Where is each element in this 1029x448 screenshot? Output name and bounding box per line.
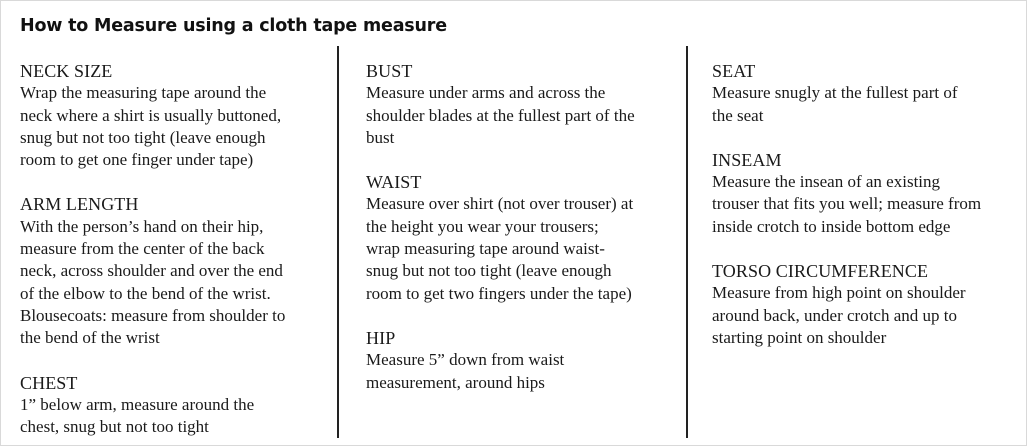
body-line: the seat: [712, 105, 764, 125]
section-hip: [366, 327, 676, 394]
body-line: Blousecoats: measure from shoulder to: [20, 305, 286, 325]
body-line: neck, across shoulder and over the end: [20, 261, 283, 281]
body-line: 1” below arm, measure around the: [20, 394, 255, 414]
body-line: Measure 5” down from waist: [366, 350, 565, 370]
section-torso-circumference: [712, 260, 1012, 349]
body-line: of the elbow to the bend of the wrist.: [20, 283, 271, 303]
section-heading: SEAT: [712, 61, 756, 81]
body-line: measurement, around hips: [366, 372, 545, 392]
section-body: [20, 394, 330, 439]
section-body: [366, 82, 676, 149]
section-heading: NECK SIZE: [20, 61, 113, 81]
body-line: wrap measuring tape around waist-: [366, 239, 605, 259]
section-inseam: [712, 149, 1012, 238]
section-body: [712, 171, 1012, 238]
section-heading: HIP: [366, 327, 396, 348]
section-body: [20, 82, 330, 171]
column-divider: [337, 46, 339, 438]
section-heading: ARM LENGTH: [20, 194, 139, 215]
section-arm-length: [20, 193, 330, 349]
body-line: measure from the center of the back: [20, 239, 265, 259]
body-line: Measure under arms and across the: [366, 83, 606, 103]
section-body: [20, 216, 330, 350]
body-line: bust: [366, 127, 395, 147]
section-body: [712, 82, 1012, 127]
section-heading: INSEAM: [712, 149, 782, 170]
section-waist: [366, 171, 676, 305]
section-heading: BUST: [366, 61, 413, 81]
section-body: [366, 193, 676, 304]
section-neck-size: [20, 60, 330, 171]
body-line: neck where a shirt is usually buttoned,: [20, 105, 282, 125]
column-1: [20, 60, 330, 438]
body-line: With the person’s hand on their hip,: [20, 216, 264, 236]
body-line: Measure over shirt (not over trouser) at: [366, 194, 634, 214]
section-heading: CHEST: [20, 372, 78, 393]
body-line: room to get one finger under tape): [20, 150, 254, 170]
body-line: chest, snug but not too tight: [20, 417, 209, 437]
body-line: snug but not too tight (leave enough: [20, 127, 266, 147]
body-line: around back, under crotch and up to: [712, 305, 957, 325]
section-seat: [712, 60, 1012, 127]
body-line: Measure from high point on shoulder: [712, 283, 966, 303]
body-line: snug but not too tight (leave enough: [366, 261, 612, 281]
body-line: inside crotch to inside bottom edge: [712, 216, 951, 236]
body-line: the bend of the wrist: [20, 328, 160, 348]
section-heading: WAIST: [366, 172, 422, 193]
body-line: Measure snugly at the fullest part of: [712, 83, 958, 103]
section-heading: TORSO CIRCUMFERENCE: [712, 261, 929, 282]
column-divider: [686, 46, 688, 438]
column-2: [366, 60, 676, 394]
section-bust: [366, 60, 676, 149]
section-chest: [20, 372, 330, 439]
section-body: [366, 349, 676, 394]
body-line: shoulder blades at the fullest part of the: [366, 105, 635, 125]
body-line: room to get two fingers under the tape): [366, 283, 632, 303]
body-line: Measure the insean of an existing: [712, 172, 941, 192]
page-title: How to Measure using a cloth tape measure: [20, 16, 447, 36]
body-line: starting point on shoulder: [712, 327, 887, 347]
body-line: trouser that fits you well; measure from: [712, 194, 982, 214]
column-3: [712, 60, 1012, 349]
section-body: [712, 282, 1012, 349]
body-line: the height you wear your trousers;: [366, 216, 599, 236]
body-line: Wrap the measuring tape around the: [20, 83, 267, 103]
